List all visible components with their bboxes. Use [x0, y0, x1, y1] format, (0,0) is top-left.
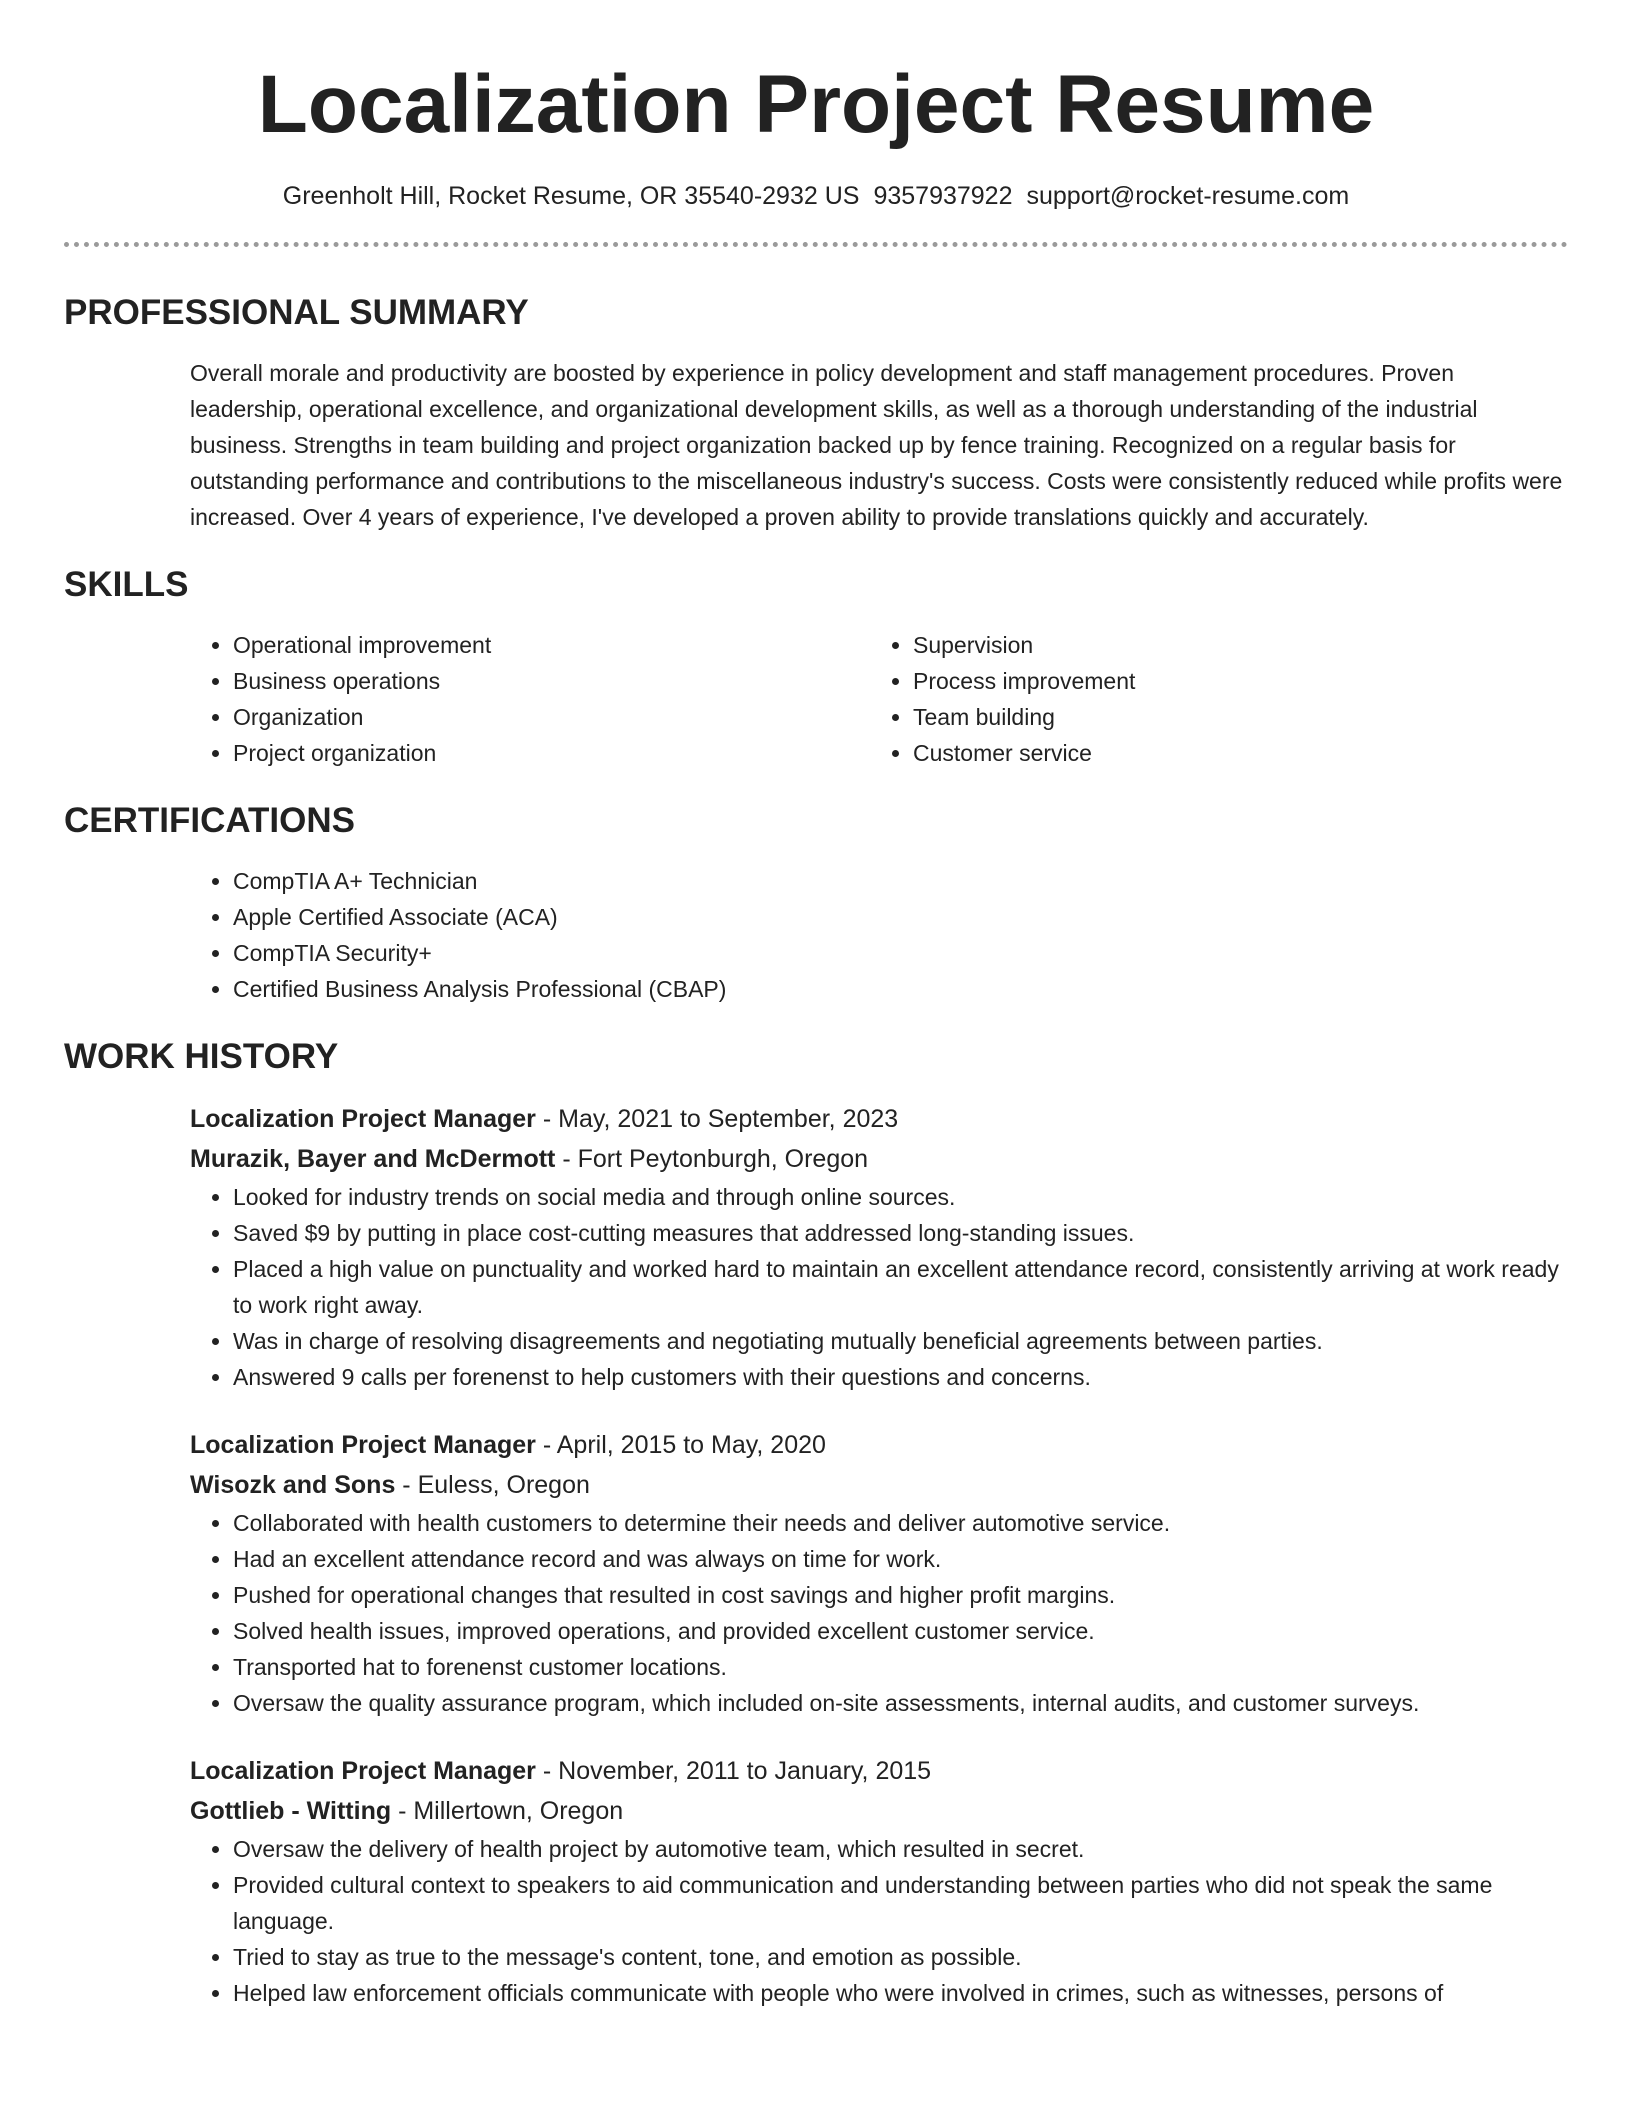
- job-entry: [190, 1751, 1568, 2011]
- header-divider: [64, 242, 1568, 247]
- job-title-line: [190, 1425, 1568, 1465]
- job-duties: [190, 1179, 1568, 1395]
- skill-item: • Project organization: [233, 735, 870, 771]
- skills-heading: SKILLS: [64, 565, 189, 604]
- skills-column-right: [870, 627, 1550, 771]
- duty-item: • Collaborated with health customers to determine their needs and deliver automotive service.: [233, 1505, 1568, 1541]
- job-dates: - May, 2021 to September, 2023: [535, 1105, 899, 1133]
- duty-item: • Was in charge of resolving disagreements and negotiating mutually beneficial agreements between parties.: [233, 1323, 1568, 1359]
- job-location: - Euless, Oregon: [395, 1471, 590, 1499]
- duty-item: • Solved health issues, improved operations, and provided excellent customer service.: [233, 1613, 1568, 1649]
- duty-item: • Looked for industry trends on social media and through online sources.: [233, 1179, 1568, 1215]
- work-history-heading: WORK HISTORY: [64, 1037, 339, 1076]
- job-entry: [190, 1099, 1568, 1395]
- job-role: Localization Project Manager: [190, 1105, 536, 1133]
- duty-item: • Answered 9 calls per forenenst to help customers with their questions and concerns.: [233, 1359, 1568, 1395]
- contact-phone: 9357937922: [873, 182, 1013, 210]
- job-role: Localization Project Manager: [190, 1431, 536, 1459]
- duty-item: • Pushed for operational changes that resulted in cost savings and higher profit margins.: [233, 1577, 1568, 1613]
- resume-title: Localization Project Resume: [257, 59, 1375, 150]
- duty-item: • Placed a high value on punctuality and worked hard to maintain an excellent attendance record, consistently arriving at work ready to work right away.: [233, 1251, 1568, 1323]
- skill-item: • Customer service: [913, 735, 1550, 771]
- duty-item: • Tried to stay as true to the message's content, tone, and emotion as possible.: [233, 1939, 1568, 1975]
- duty-item: • Provided cultural context to speakers to aid communication and understanding between parties who did not speak the same language.: [233, 1867, 1568, 1939]
- duty-item: • Had an excellent attendance record and was always on time for work.: [233, 1541, 1568, 1577]
- job-dates: - November, 2011 to January, 2015: [535, 1757, 932, 1785]
- duty-item: • Transported hat to forenenst customer locations.: [233, 1649, 1568, 1685]
- duty-item: • Oversaw the delivery of health project by automotive team, which resulted in secret.: [233, 1831, 1568, 1867]
- job-title-line: [190, 1751, 1568, 1791]
- job-duties: [190, 1831, 1568, 2011]
- certification-item: • Apple Certified Associate (ACA): [233, 899, 1568, 935]
- certifications-heading: CERTIFICATIONS: [64, 801, 356, 840]
- job-dates: - April, 2015 to May, 2020: [535, 1431, 826, 1459]
- duty-item: • Oversaw the quality assurance program, which included on-site assessments, internal audits, and customer surveys.: [233, 1685, 1568, 1721]
- job-company-line: [190, 1139, 1568, 1179]
- certification-item: • Certified Business Analysis Professional (CBAP): [233, 971, 1568, 1007]
- job-company-line: [190, 1465, 1568, 1505]
- job-company: Gottlieb - Witting: [190, 1797, 392, 1825]
- duty-item: • Saved $9 by putting in place cost-cutting measures that addressed long-standing issues.: [233, 1215, 1568, 1251]
- job-company-line: [190, 1791, 1568, 1831]
- job-company: Murazik, Bayer and McDermott: [190, 1145, 556, 1173]
- contact-email: support@rocket-resume.com: [1026, 182, 1350, 210]
- job-location: - Millertown, Oregon: [391, 1797, 624, 1825]
- job-duties: [190, 1505, 1568, 1721]
- skill-item: • Process improvement: [913, 663, 1550, 699]
- job-company: Wisozk and Sons: [190, 1471, 396, 1499]
- job-role: Localization Project Manager: [190, 1757, 536, 1785]
- summary-text: Overall morale and productivity are boosted by experience in policy development and staff management procedures. Proven leadership, operational excellence, and organizational development skills, as well as a thorough understanding of the industrial business. Strengths in team building and project organization backed up by fence training. Recognized on a regular basis for outstanding performance and contributions to the miscellaneous industry's success. Costs were consistently reduced while profits were increased. Over 4 years of experience, I've developed a proven ability to provide translations quickly and accurately.: [190, 360, 1563, 530]
- duty-item: • Helped law enforcement officials communicate with people who were involved in crimes, such as witnesses, persons of: [233, 1975, 1568, 2011]
- skills-column-left: [190, 627, 870, 771]
- skill-item: • Team building: [913, 699, 1550, 735]
- certification-item: • CompTIA A+ Technician: [233, 863, 1568, 899]
- certifications-list: [190, 863, 1568, 1007]
- contact-address: Greenholt Hill, Rocket Resume, OR 35540-2932 US: [282, 182, 860, 210]
- resume-page: [64, 0, 1568, 2011]
- skills-list: [190, 627, 1568, 771]
- skill-item: • Operational improvement: [233, 627, 870, 663]
- job-title-line: [190, 1099, 1568, 1139]
- job-entry: [190, 1425, 1568, 1721]
- job-location: - Fort Peytonburgh, Oregon: [555, 1145, 869, 1173]
- summary-heading: PROFESSIONAL SUMMARY: [64, 293, 529, 332]
- skill-item: • Supervision: [913, 627, 1550, 663]
- skill-item: • Business operations: [233, 663, 870, 699]
- skill-item: • Organization: [233, 699, 870, 735]
- certification-item: • CompTIA Security+: [233, 935, 1568, 971]
- contact-line: [64, 180, 1568, 212]
